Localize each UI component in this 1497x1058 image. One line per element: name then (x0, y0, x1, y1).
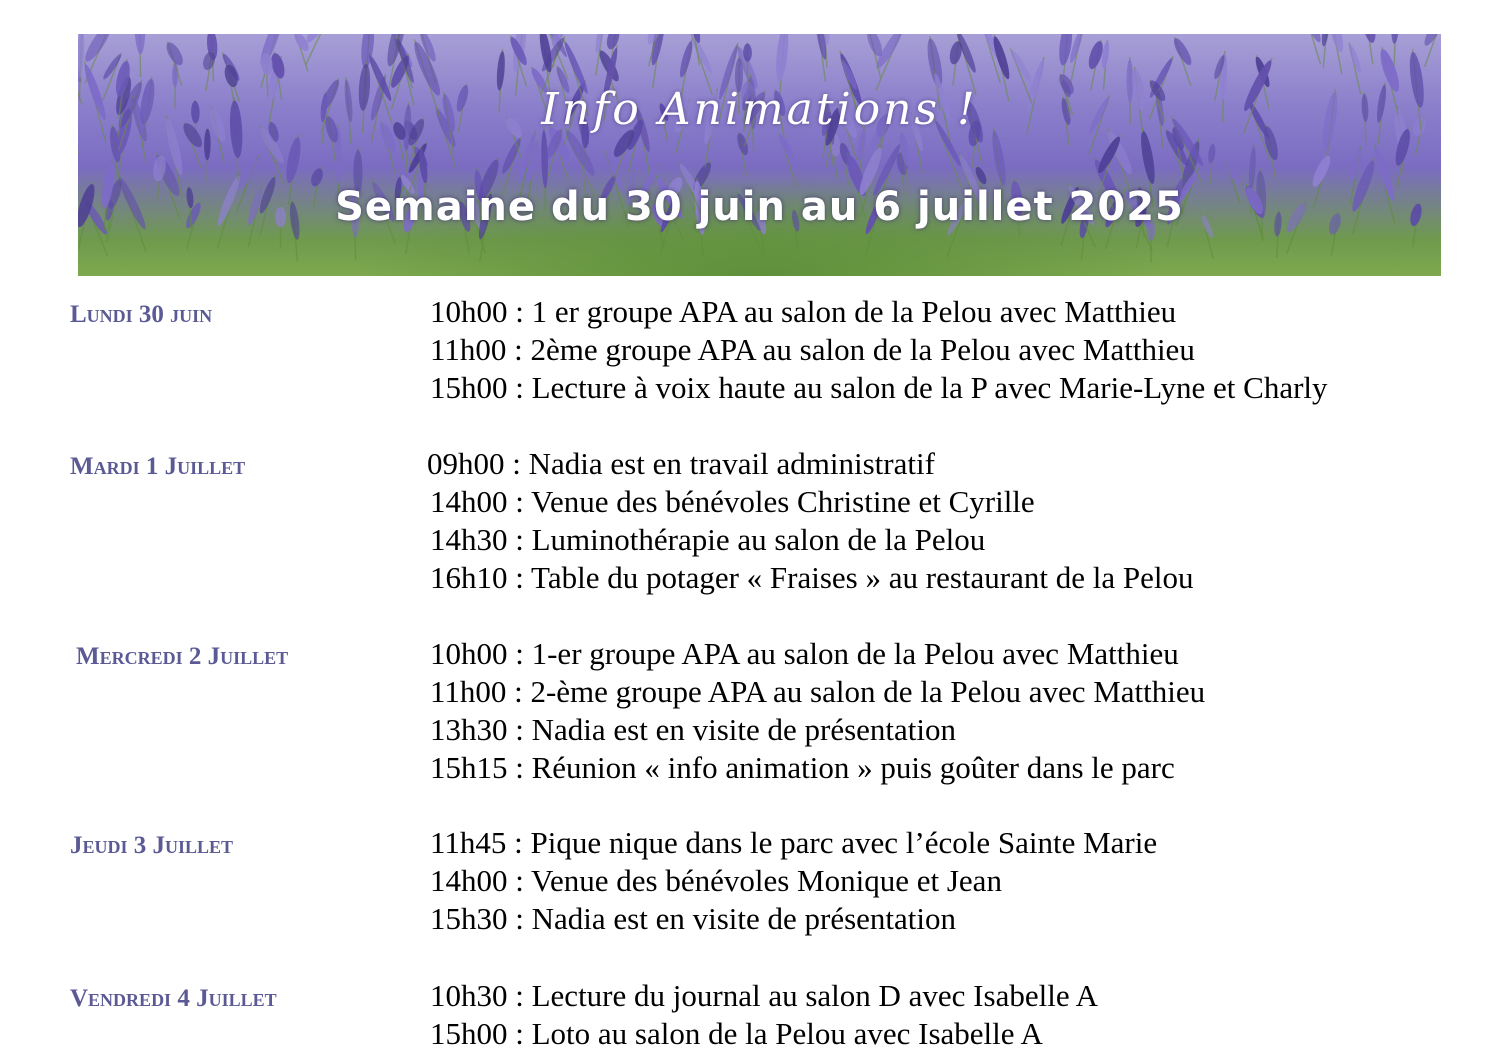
day-label: Jeudi 3 Juillet (70, 832, 234, 859)
event-list (430, 635, 1205, 787)
event-item: 10h00 : 1-er groupe APA au salon de la Pelou avec Matthieu (430, 636, 1179, 671)
event-list (430, 293, 1328, 407)
event-item: 15h15 : Réunion « info animation » puis goûter dans le parc (430, 750, 1175, 785)
event-item: 15h30 : Nadia est en visite de présentation (430, 901, 957, 936)
event-list (430, 824, 1157, 938)
event-item: 10h30 : Lecture du journal au salon D avec Isabelle A (430, 978, 1098, 1013)
day-label: Mercredi 2 Juillet (76, 643, 289, 670)
event-list (427, 445, 1193, 597)
week-subtitle: Semaine du 30 juin au 6 juillet 2025 (335, 184, 1184, 230)
event-item: 11h00 : 2ème groupe APA au salon de la Pelou avec Matthieu (430, 332, 1195, 367)
event-item: 14h00 : Venue des bénévoles Christine et Cyrille (430, 484, 1035, 519)
day-label: Lundi 30 juin (70, 301, 213, 328)
header-banner (78, 34, 1441, 276)
event-item: 14h30 : Luminothérapie au salon de la Pelou (430, 522, 986, 557)
event-item: 14h00 : Venue des bénévoles Monique et Jean (430, 863, 1002, 898)
event-item: 15h00 : Loto au salon de la Pelou avec Isabelle A (430, 1016, 1043, 1051)
event-item: 11h45 : Pique nique dans le parc avec l’école Sainte Marie (430, 825, 1158, 860)
event-item: 09h00 : Nadia est en travail administratif (427, 446, 935, 481)
lavender-field-image (78, 34, 1441, 276)
day-label: Vendredi 4 Juillet (70, 985, 277, 1012)
event-item: 16h10 : Table du potager « Fraises » au restaurant de la Pelou (430, 560, 1194, 595)
day-label: Mardi 1 Juillet (70, 453, 246, 480)
event-item: 11h00 : 2-ème groupe APA au salon de la Pelou avec Matthieu (430, 674, 1206, 709)
event-list (430, 977, 1098, 1053)
event-item: 10h00 : 1 er groupe APA au salon de la Pelou avec Matthieu (430, 294, 1177, 329)
page-title: Info Animations ! (541, 84, 978, 135)
event-item: 13h30 : Nadia est en visite de présentation (430, 712, 957, 747)
event-item: 15h00 : Lecture à voix haute au salon de la P avec Marie-Lyne et Charly (430, 370, 1328, 405)
